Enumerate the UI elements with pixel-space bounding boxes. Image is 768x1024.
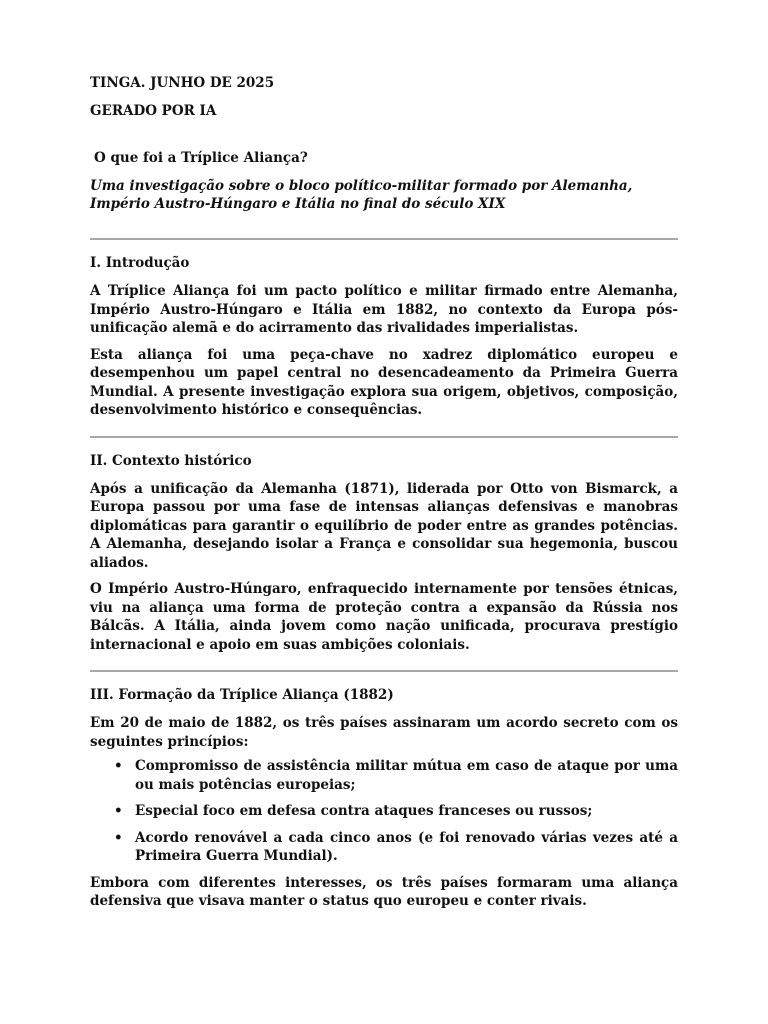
list-item-text: Acordo renovável a cada cinco anos (e foi renovado várias vezes até a Primeira Guerra Mundial). <box>135 829 678 864</box>
list-item <box>90 802 678 821</box>
section-heading-introducao: I. Introdução <box>90 255 190 271</box>
document-subtitle: Uma investigação sobre o bloco político-militar formado por Alemanha, Império Austro-Húngaro e Itália no final do século XIX <box>90 178 633 212</box>
list-item <box>90 757 678 794</box>
paragraph: Esta aliança foi uma peça-chave no xadrez diplomático europeu e desempenhou um papel central no desencadeamento da Primeira Guerra Mundial. A presente investigação explora sua origem, objetivos, composição, desenvolvimento histórico e consequências. <box>90 346 678 418</box>
document-content <box>90 74 678 911</box>
section-heading-contexto: II. Contexto histórico <box>90 452 252 469</box>
document-title: O que foi a Tríplice Aliança? <box>94 150 308 166</box>
header-date: TINGA. JUNHO DE 2025 <box>90 75 275 91</box>
bullet-icon: • <box>114 803 123 819</box>
list-item <box>90 829 678 866</box>
header-generated-by: GERADO POR IA <box>90 103 217 119</box>
list-item-text: Especial foco em defesa contra ataques franceses ou russos; <box>135 803 593 819</box>
bullet-icon: • <box>114 758 123 774</box>
paragraph: O Império Austro-Húngaro, enfraquecido internamente por tensões étnicas, viu na aliança uma forma de proteção contra a expansão da Rússia nos Bálcãs. A Itália, ainda jovem como nação unificada, procurava prestígio internacional e apoio em suas ambições coloniais. <box>90 581 678 653</box>
bullet-icon: • <box>114 829 123 846</box>
section-divider <box>90 670 678 672</box>
section-divider <box>90 238 678 240</box>
paragraph: Após a unificação da Alemanha (1871), liderada por Otto von Bismarck, a Europa passou por uma fase de intensas alianças defensivas e manobras diplomáticas para garantir o equilíbrio de poder entre as grandes potências. A Alemanha, desejando isolar a França e consolidar sua hegemonia, buscou aliados. <box>90 480 678 571</box>
list-item-text: Compromisso de assistência militar mútua em caso de ataque por uma ou mais potências europeias; <box>135 758 678 793</box>
principles-list <box>90 757 678 866</box>
section-heading-formacao: III. Formação da Tríplice Aliança (1882) <box>90 687 394 703</box>
section-divider <box>90 436 678 438</box>
paragraph: Embora com diferentes interesses, os três países formaram uma aliança defensiva que visava manter o status quo europeu e conter rivais. <box>90 874 678 909</box>
paragraph: Em 20 de maio de 1882, os três países assinaram um acordo secreto com os seguintes princípios: <box>90 715 678 750</box>
paragraph: A Tríplice Aliança foi um pacto político e militar firmado entre Alemanha, Império Austro-Húngaro e Itália em 1882, no contexto da Europa pós-unificação alemã e do acirramento das rivalidades imperialistas. <box>90 283 678 336</box>
